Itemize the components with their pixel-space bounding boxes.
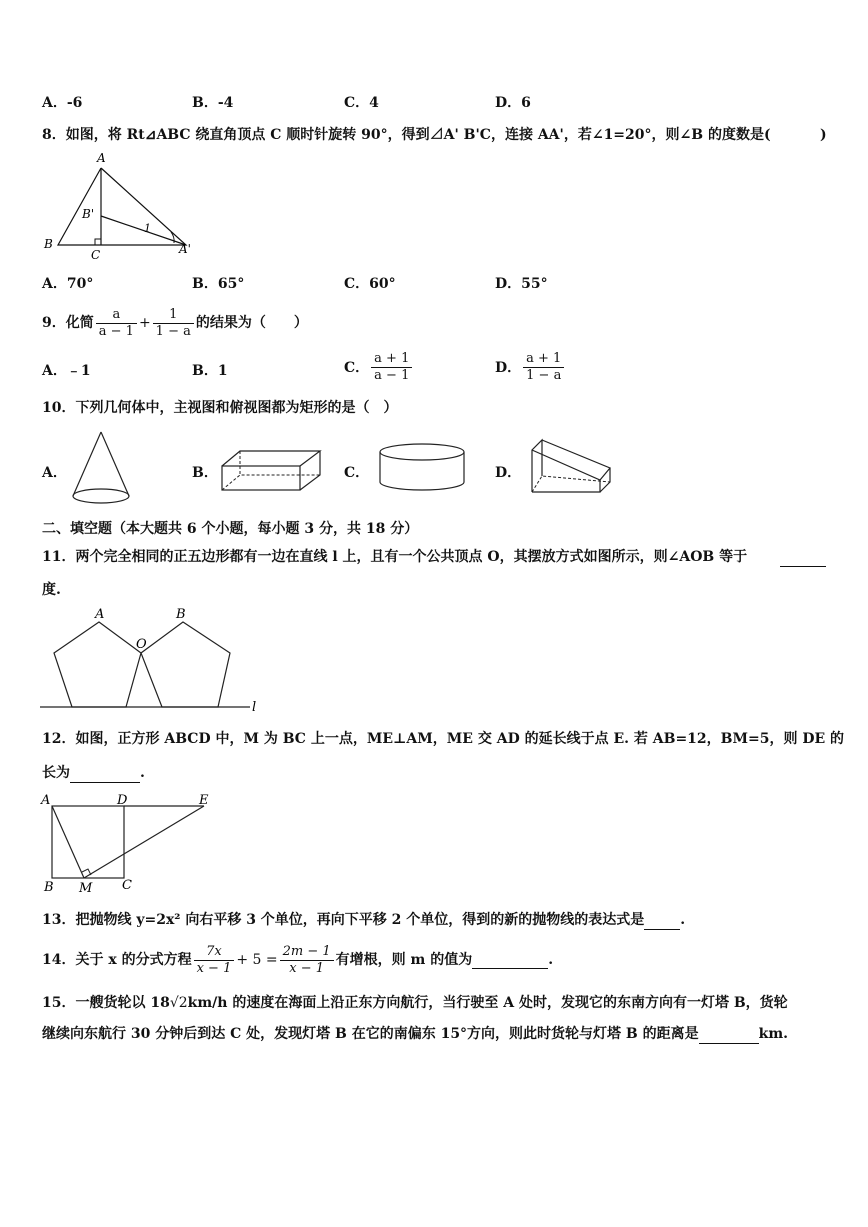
q10-label-b: B． xyxy=(192,465,218,481)
q7-option-b: B．-4 xyxy=(192,95,234,111)
q9-suffix: 的结果为（ ） xyxy=(195,315,308,331)
q10-label-a: A． xyxy=(42,465,67,481)
q12-label-a: A xyxy=(41,793,51,808)
q8-triangle-figure xyxy=(40,150,200,262)
q13-answer-blank[interactable] xyxy=(644,913,680,930)
q8-option-b: B．65° xyxy=(192,276,245,292)
q8-paren-close: ) xyxy=(820,127,827,143)
q7-option-a: A．-6 xyxy=(42,95,83,111)
q11-line-1: 11．两个完全相同的正五边形都有一边在直线 l 上，且有一个公共顶点 O，其摆放方式如图所示，则∠AOB 等于 xyxy=(42,549,748,565)
q9-fraction-2: $\frac{1}{1 - a}$ xyxy=(153,307,194,340)
q7-option-d: D．6 xyxy=(495,95,531,111)
q11-line-2: 度. xyxy=(42,582,61,598)
q10-cylinder-figure xyxy=(375,440,470,496)
q10-label-d: D． xyxy=(495,465,522,481)
q10-cone-figure xyxy=(68,428,134,508)
q11-answer-blank[interactable] xyxy=(780,550,826,567)
q10-stem: 10．下列几何体中，主视图和俯视图都为矩形的是（ ） xyxy=(42,400,398,416)
q8-stem: 8．如图，将 Rt⊿ABC 绕直角顶点 C 顺时针旋转 90°，得到⊿A' B'C，连接 AA'，若∠1=20°，则∠B 的度数是( xyxy=(42,127,771,143)
q9-option-a: A．﹣1 xyxy=(42,363,91,379)
q12-answer-blank[interactable] xyxy=(70,766,140,783)
q8-option-d: D．55° xyxy=(495,276,548,292)
q8-label-angle-1: 1 xyxy=(144,222,151,235)
q12-label-d: D xyxy=(117,793,128,808)
q12-label-c: C xyxy=(122,878,132,893)
q9-option-d: D． $\frac{a + 1}{1 - a}$ xyxy=(495,347,566,387)
q12-label-m: M xyxy=(79,881,93,895)
q7-option-c: C．4 xyxy=(344,95,379,111)
q8-label-a-prime: A' xyxy=(179,242,191,256)
q12-label-b: B xyxy=(44,880,54,895)
q13-stem: 13．把抛物线 y=2x² 向右平移 3 个单位，再向下平移 2 个单位，得到的新的抛物线的表达式是 . xyxy=(42,912,686,928)
q12-line-1: 12．如图，正方形 ABCD 中，M 为 BC 上一点，ME⊥AM，ME 交 AD 的延长线于点 E. 若 AB=12，BM=5，则 DE 的 xyxy=(42,731,845,747)
q9-option-b: B．1 xyxy=(192,363,228,379)
q8-label-c: C xyxy=(91,248,101,262)
q15-line-1: 15．一艘货轮以 18√2km/h 的速度在海面上沿正东方向航行，当行驶至 A 处时，发现它的东南方向有一灯塔 B，货轮 xyxy=(42,995,788,1011)
q10-label-c: C． xyxy=(344,465,370,481)
q8-label-a: A xyxy=(97,151,106,165)
q11-pentagons-figure xyxy=(40,605,270,715)
q12-line-2: 长为 . xyxy=(42,765,145,781)
q14-stem: 14．关于 x 的分式方程 $\frac{7x}{x - 1}$ + 5 = $\frac{2m - 1}{x - 1}$ 有增根，则 m 的值为 . xyxy=(42,943,554,976)
q11-label-o: O xyxy=(136,637,147,652)
q9-option-c: C． $\frac{a + 1}{a - 1}$ xyxy=(344,347,414,387)
q10-cuboid-figure xyxy=(218,446,328,496)
q8-option-c: C．60° xyxy=(344,276,396,292)
q8-option-a: A．70° xyxy=(42,276,94,292)
q14-fraction-2: $\frac{2m - 1}{x - 1}$ xyxy=(280,944,334,977)
q8-label-b-prime: B' xyxy=(82,207,95,221)
q8-label-b: B xyxy=(44,237,53,251)
q12-square-figure xyxy=(38,790,218,895)
q9-prefix: 9．化简 xyxy=(42,315,94,331)
q15-answer-blank[interactable] xyxy=(699,1027,759,1044)
q9-fraction-1: $\frac{a}{a - 1}$ xyxy=(96,307,137,340)
q12-label-e: E xyxy=(199,793,209,808)
q14-answer-blank[interactable] xyxy=(472,952,548,969)
q10-prism-figure xyxy=(526,436,622,500)
q14-plus-five: + 5 = xyxy=(236,952,278,968)
q9-plus: + xyxy=(138,315,151,331)
q15-line-2: 继续向东航行 30 分钟后到达 C 处，发现灯塔 B 在它的南偏东 15°方向，则此时货轮与灯塔 B 的距离是 km. xyxy=(42,1026,789,1042)
q11-label-a: A xyxy=(95,607,105,622)
q14-fraction-1: $\frac{7x}{x - 1}$ xyxy=(194,944,235,977)
q11-label-l: l xyxy=(252,700,257,715)
section-2-heading: 二、填空题（本大题共 6 个小题，每小题 3 分，共 18 分） xyxy=(42,521,419,537)
q11-label-b: B xyxy=(176,607,186,622)
q9-stem xyxy=(42,303,308,343)
